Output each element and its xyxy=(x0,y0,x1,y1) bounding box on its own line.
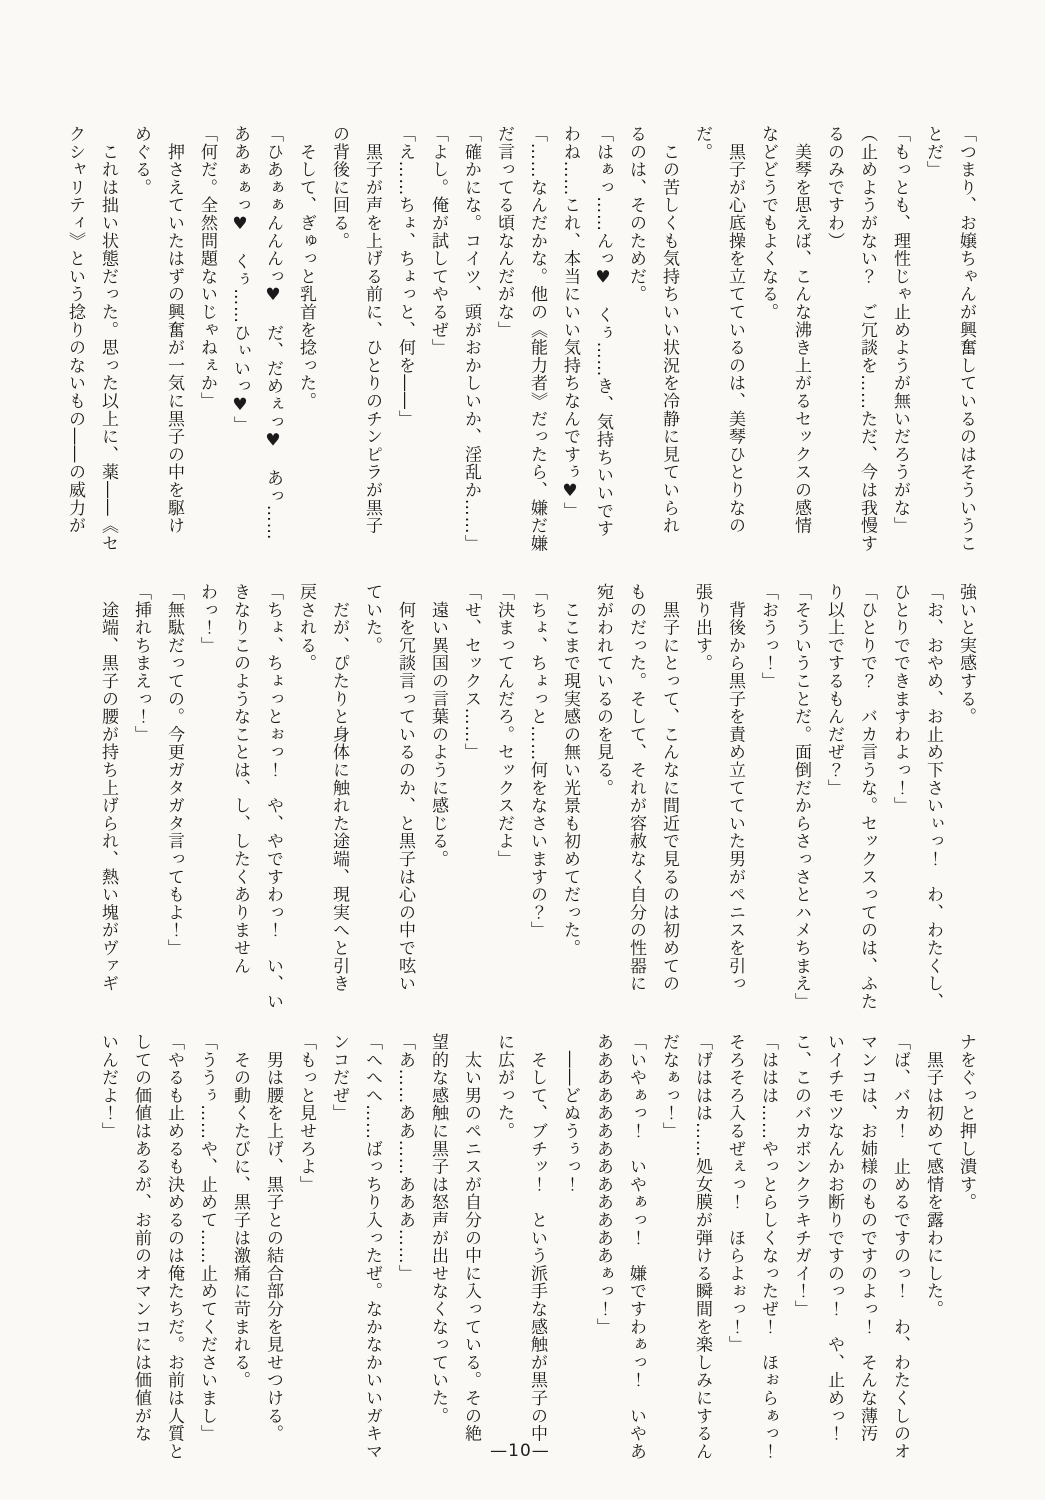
text-column: マンコは、お姉様のものですのよっ！ そんな薄汚 xyxy=(857,1033,877,1443)
text-column: こ、このバカボンクラキチガイ！」 xyxy=(791,1033,811,1318)
text-column: 「ば、バカ！ 止めるですのっ！ わ、わたくしのオ xyxy=(890,1033,910,1461)
text-column: そして、ぎゅっと乳首を捻った。 xyxy=(296,125,316,410)
text-column: り以上でするもんだぜ？」 xyxy=(824,583,844,797)
text-column: 黒子は初めて感情を露わにした。 xyxy=(923,1033,943,1318)
text-column: 「ちょ、ちょっとぉっ！ や、やですわっ！ い、い xyxy=(263,583,283,1011)
text-column: 「つまり、お嬢ちゃんが興奮しているのはそういうこ xyxy=(956,125,976,553)
text-column: 「確かにな。コイツ、頭がおかしいか、淫乱か……」 xyxy=(461,125,481,553)
text-column: だ。 xyxy=(692,125,712,161)
text-column: ――どぬうぅっ！ xyxy=(560,1033,580,1194)
text-column: だ言ってる頃なんだがな」 xyxy=(494,125,514,339)
text-column: などどうでもよくなる。 xyxy=(758,125,778,321)
text-column: これは拙い状態だった。思った以上に、薬――《セ xyxy=(98,125,118,553)
text-column: ナをぐっと押し潰す。 xyxy=(956,1033,976,1211)
text-column: 「無駄だっての。今更ガタガタ言ってもよ！」 xyxy=(164,583,184,957)
text-column: きなりこのようなことは、し、したくありません xyxy=(230,583,250,975)
text-column: とだ」 xyxy=(923,125,943,179)
text-column: 強いと実感する。 xyxy=(956,583,976,726)
text-column: 「もっとも、理性じゃ止めようが無いだろうがな」 xyxy=(890,125,910,535)
text-column: 望的な感触に黒子は怒声が出せなくなっていた。 xyxy=(428,1033,448,1425)
text-column: の背後に回る。 xyxy=(329,125,349,250)
text-column: るのは、そのためだ。 xyxy=(626,125,646,303)
text-column: ひとりでできますわよっ！」 xyxy=(890,583,910,815)
text-column: 「決まってんだろ。セックスだよ」 xyxy=(494,583,514,868)
text-column: いんだよ！」 xyxy=(98,1033,118,1140)
text-column: しての価値はあるが、お前のオマンコには価値がな xyxy=(131,1033,151,1443)
text-column: わね……これ、本当にいい気持ちなんですぅ♥」 xyxy=(560,125,580,520)
text-column: いイチモツなんかお断りですのっ！ や、止めっ！ xyxy=(824,1033,844,1443)
text-column: 「ははは……やっとらしくなったぜ！ ほぉらぁっ！ xyxy=(758,1033,778,1461)
text-column: 押さえていたはずの興奮が一気に黒子の中を駆け xyxy=(164,125,184,535)
text-column: ものだった。そして、それが容赦なく自分の性器に xyxy=(626,583,646,993)
text-column: 「……なんだかな。他の《能力者》だったら、嫌だ嫌 xyxy=(527,125,547,553)
text-column: ンコだぜ」 xyxy=(329,1033,349,1122)
text-column: あああああああああああああぁっ！」 xyxy=(593,1033,613,1336)
text-column: 「へへへ……ばっちり入ったぜ。なかなかいいガキマ xyxy=(362,1033,382,1461)
text-column: ていた。 xyxy=(362,583,382,655)
text-column: 「ううぅ……や、止めて……止めてくださいまし」 xyxy=(197,1033,217,1443)
text-column: 「もっと見せろよ」 xyxy=(296,1033,316,1194)
page-number: —10— xyxy=(490,1441,550,1461)
text-column: 「あ……ああ……あああ……」 xyxy=(395,1033,415,1283)
text-column: 「ひとりで？ バカ言うな。セックスってのは、ふた xyxy=(857,583,877,1011)
text-column: この苦しくも気持ちいい状況を冷静に見ていられ xyxy=(659,125,679,535)
text-column: 「やるも止めるも決めるのは俺たちだ。お前は人質と xyxy=(164,1033,184,1461)
text-column: 「よし。俺が試してやるぜ」 xyxy=(428,125,448,357)
text-column: 黒子が声を上げる前に、ひとりのチンピラが黒子 xyxy=(362,125,382,535)
text-column: （止めようがない？ ご冗談を……ただ、今は我慢す xyxy=(857,125,877,553)
text-column: 「おうっ！」 xyxy=(758,583,778,690)
text-column: 途端、黒子の腰が持ち上げられ、熱い塊がヴァギ xyxy=(98,583,118,993)
text-column: だが、ぴたりと身体に触れた途端、現実へと引き xyxy=(329,583,349,993)
text-band-top xyxy=(58,125,982,559)
text-column: 張り出す。 xyxy=(692,583,712,672)
text-band-middle xyxy=(58,583,982,1017)
text-column: 何を冗談言っているのか、と黒子は心の中で呟い xyxy=(395,583,415,993)
text-column: 戻される。 xyxy=(296,583,316,672)
text-column: その動くたびに、黒子は激痛に苛まれる。 xyxy=(230,1033,250,1389)
text-column: 「え……ちょ、ちょっと、何を――」 xyxy=(395,125,415,428)
text-column: クシャリティ》という捻りのないもの――の威力が xyxy=(65,125,85,535)
text-column: 男は腰を上げ、黒子との結合部分を見せつける。 xyxy=(263,1033,283,1443)
text-column: 背後から黒子を責め立てていた男がペニスを引っ xyxy=(725,583,745,993)
text-column: 遠い異国の言葉のように感じる。 xyxy=(428,583,448,868)
text-column: めぐる。 xyxy=(131,125,151,197)
text-column: 「お、おやめ、お止め下さいぃっ！ わ、わたくし、 xyxy=(923,583,943,1011)
text-column: 美琴を思えば、こんな沸き上がるセックスの感情 xyxy=(791,125,811,535)
text-column: 「せ、セックス……」 xyxy=(461,583,481,761)
text-column: ああぁぁっ♥ くぅ……ひぃいっ♥」 xyxy=(230,125,250,434)
text-column: 「何だ。全然問題ないじゃねぇか」 xyxy=(197,125,217,410)
text-band-bottom xyxy=(58,1033,982,1467)
text-column: 「いやぁっ！ いやぁっ！ 嫌ですわぁっ！ いやあ xyxy=(626,1033,646,1461)
text-column: 宛がわれているのを見る。 xyxy=(593,583,613,797)
text-column: るのみですわ） xyxy=(824,125,844,250)
text-column: 黒子が心底操を立てているのは、美琴ひとりなの xyxy=(725,125,745,535)
text-column: だなぁっ！」 xyxy=(659,1033,679,1140)
text-column: わっ！」 xyxy=(197,583,217,655)
text-column: ここまで現実感の無い光景も初めてだった。 xyxy=(560,583,580,957)
text-column: 「はぁっ……んっ♥ くぅ……き、気持ちいいです xyxy=(593,125,613,538)
text-column: 「挿れちまえっ！」 xyxy=(131,583,151,744)
text-column: 「げははは……処女膜が弾ける瞬間を楽しみにするん xyxy=(692,1033,712,1461)
text-column: 太い男のペニスが自分の中に入っている。その絶 xyxy=(461,1033,481,1443)
text-column: に広がった。 xyxy=(494,1033,514,1140)
text-column: 「ひあぁぁんんんっ♥ だ、だめぇっ♥ あっ…… xyxy=(263,125,283,541)
text-column: 「そういうことだ。面倒だからさっさとハメちまえ」 xyxy=(791,583,811,1011)
text-column: そして、ブチッ！ という派手な感触が黒子の中 xyxy=(527,1033,547,1443)
text-column: 「ちょ、ちょっと……何をなさいますの？」 xyxy=(527,583,547,939)
text-column: 黒子にとって、こんなに間近で見るのは初めての xyxy=(659,583,679,993)
text-column: そろそろ入るぜぇっ！ ほらよぉっ！」 xyxy=(725,1033,745,1354)
